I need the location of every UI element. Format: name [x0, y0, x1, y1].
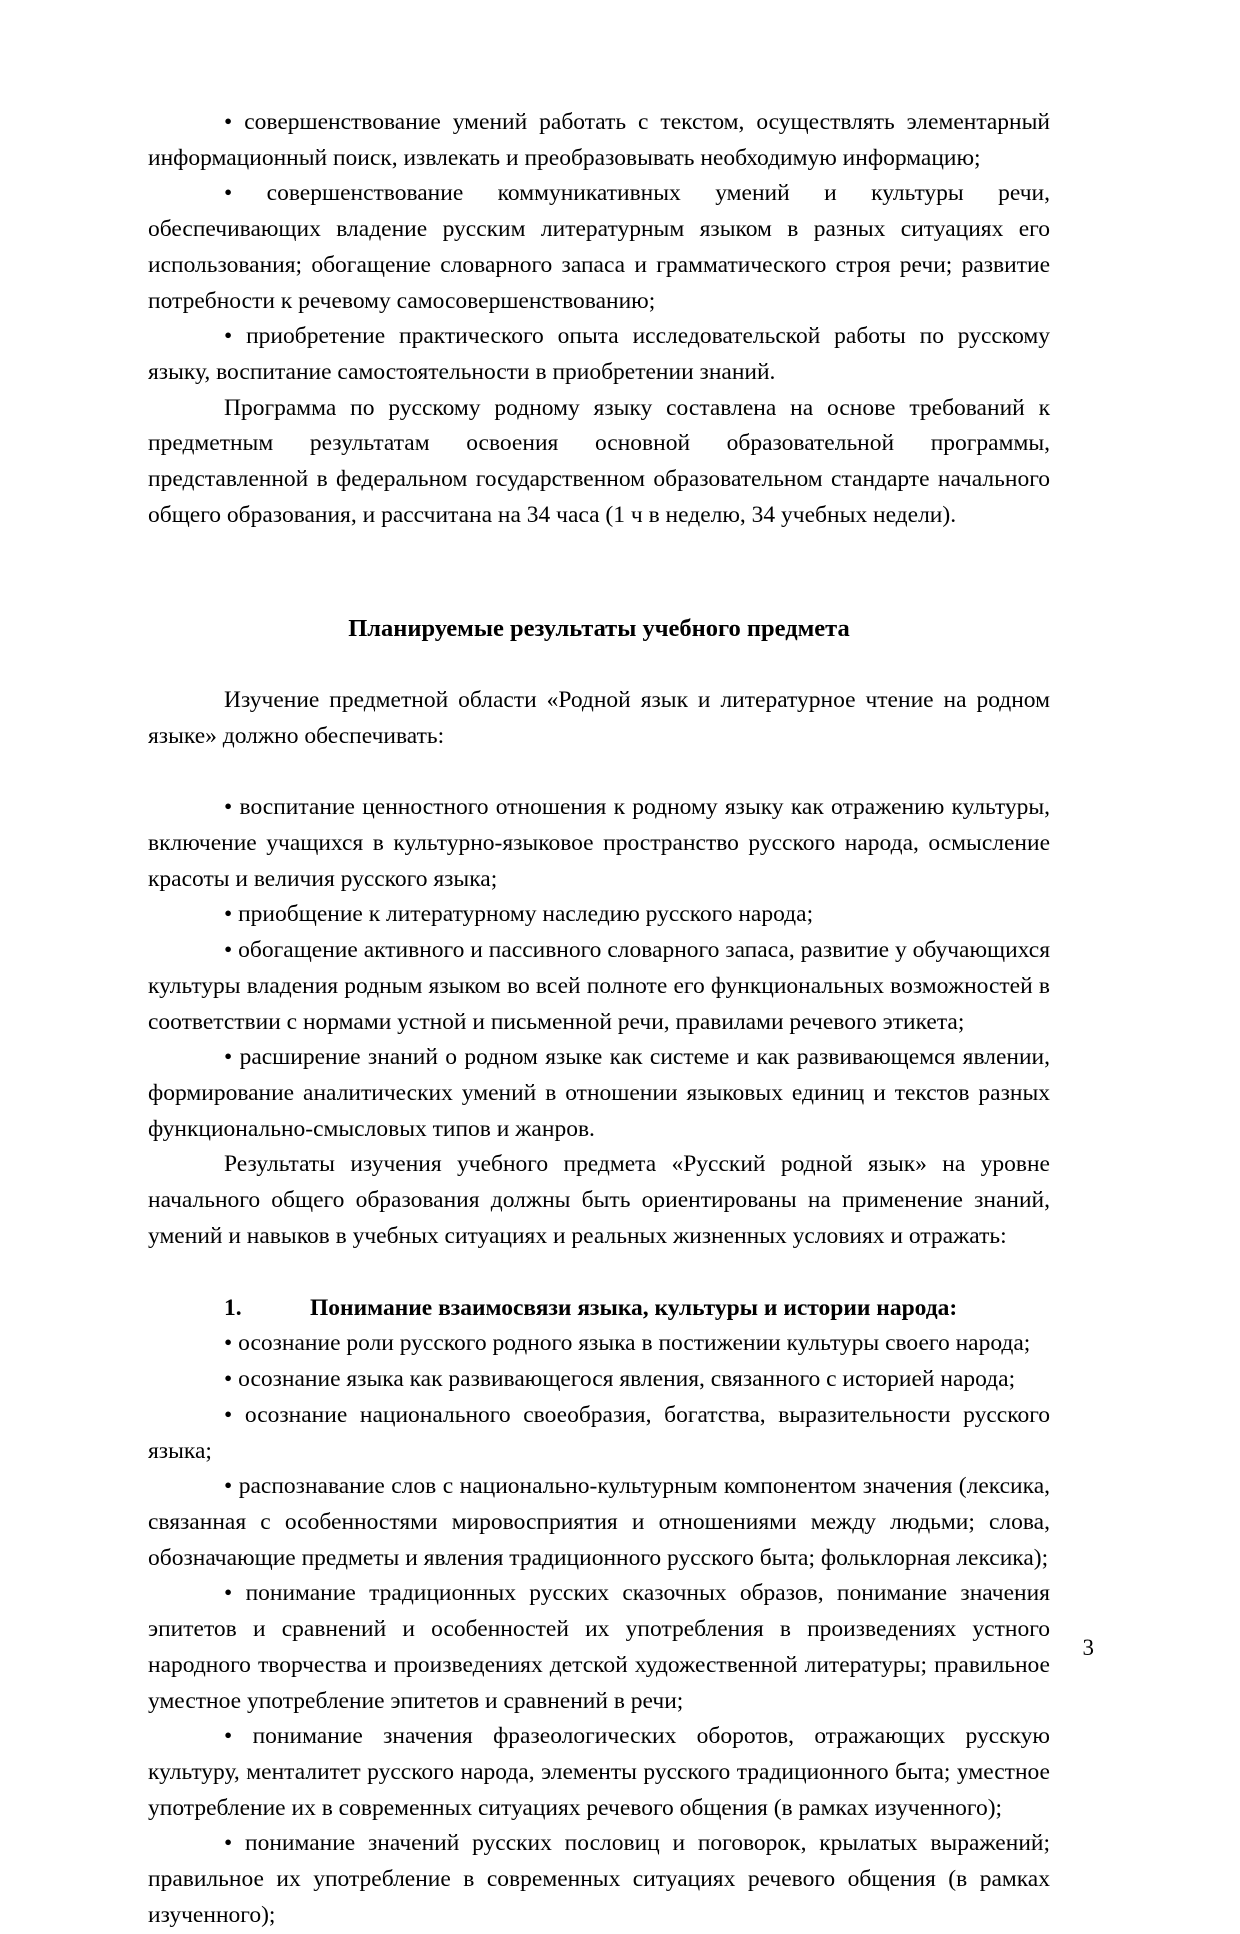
list-item [148, 105, 1050, 176]
program-paragraph: Программа по русскому родному языку составлена на основе требований к предметным результатам освоения основной образовательной программы, представленной в федеральном государственном образовательном стандарте начального общего образования, и рассчитана на 34 часа (1 ч в неделю, 34 учебных недели). [148, 394, 1050, 528]
spacer [148, 534, 1050, 588]
top-bullet-list [148, 105, 1050, 391]
list-item-text: совершенствование умений работать с текстом, осуществлять элементарный информационный поиск, извлекать и преобразовывать необходимую информацию; [148, 109, 1051, 171]
spacer [148, 647, 1050, 683]
list-item [148, 319, 1050, 390]
list-item-text: расширение знаний о родном языке как системе и как развивающемся явлении, формирование аналитических умений в отношении языковых единиц и текстов разных функционально-смысловых типов и жанров. [148, 1044, 1050, 1142]
bullet-icon: • [224, 109, 233, 135]
list-item [148, 1040, 1050, 1147]
bullet-icon: • [224, 1830, 233, 1857]
list-item-text: приобретение практического опыта исследовательской работы по русскому языку, воспитание самостоятельности в приобретении знаний. [148, 323, 1051, 386]
list-item-text: распознавание слов с национально-культурным компонентом значения (лексика, связанная с особенностями мировосприятия и отношениями между людьми; слова, обозначающие предметы и явления традиционного русского быта; фольклорная лексика); [148, 1473, 1050, 1571]
bullet-icon: • [224, 901, 233, 928]
list-item [148, 1576, 1050, 1719]
numbered-heading-number: 1. [224, 1294, 242, 1321]
bullet-icon: • [224, 794, 233, 821]
bullet-icon: • [224, 1473, 233, 1500]
list-item-text: обогащение активного и пассивного словарного запаса, развитие у обучающихся культуры владения родным языком во всей полноте его функциональных возможностей в соответствии с нормами устной и письменной речи, правилами речевого этикета; [148, 937, 1050, 1035]
section-heading: Планируемые результаты учебного предмета [348, 614, 850, 642]
bullet-icon: • [224, 1723, 233, 1750]
bullet-icon: • [224, 937, 233, 964]
list-item-text: понимание значения фразеологических оборотов, отражающих русскую культуру, менталитет русского народа, элементы русского традиционного быта; уместное употребление их в современных ситуациях речевого общения (в рамках изученного); [148, 1723, 1050, 1821]
numbered-heading [148, 1291, 1050, 1327]
page-number: 3 [1082, 1635, 1094, 1660]
list-item-text: приобщение к литературному наследию русского народа; [238, 901, 814, 928]
list-item [148, 790, 1050, 897]
list-item [148, 1469, 1050, 1576]
list-item [148, 176, 1050, 319]
intro-paragraph: Изучение предметной области «Родной язык и литературное чтение на родном языке» должно обеспечивать: [148, 686, 1050, 749]
bullet-icon: • [224, 323, 233, 350]
list-item-text: понимание значений русских пословиц и поговорок, крылатых выражений; правильное их употребление в современных ситуациях речевого общения (в рамках изученного); [148, 1830, 1050, 1928]
understanding-bullet-list [148, 1326, 1050, 1933]
list-item [148, 1326, 1050, 1362]
list-item-text: совершенствование коммуникативных умений и культуры речи, обеспечивающих владение русским литературным языком в разных ситуациях его использования; обогащение словарного запаса и грамматического строя речи; развитие потребности к речевому самосовершенствованию; [148, 180, 1050, 314]
list-item [148, 1826, 1050, 1933]
list-item-text: понимание традиционных русских сказочных образов, понимание значения эпитетов и сравнений и особенностей их употребления в произведениях устного народного творчества и произведениях детской художественной литературы; правильное уместное употребление эпитетов и сравнений в речи; [148, 1580, 1050, 1714]
bullet-icon: • [224, 180, 233, 207]
list-item-text: осознание языка как развивающегося явления, связанного с историей народа; [238, 1366, 1016, 1393]
list-item [148, 933, 1050, 1040]
results-paragraph: Результаты изучения учебного предмета «Русский родной язык» на уровне начального общего образования должны быть ориентированы на применение знаний, умений и навыков в учебных ситуациях и реальных жизненных условиях и отражать: [148, 1151, 1050, 1249]
document-body [148, 105, 1050, 1934]
numbered-heading-title: Понимание взаимосвязи языка, культуры и истории народа: [310, 1294, 958, 1321]
bullet-icon: • [224, 1366, 233, 1393]
bullet-icon: • [224, 1330, 233, 1357]
list-item [148, 1719, 1050, 1826]
list-item-text: воспитание ценностного отношения к родному языку как отражению культуры, включение учащихся в культурно-языковое пространство русского народа, осмысление красоты и величия русского языка; [148, 794, 1051, 892]
spacer [148, 1255, 1050, 1291]
list-item-text: осознание роли русского родного языка в постижении культуры своего народа; [238, 1330, 1031, 1357]
list-item [148, 1362, 1050, 1398]
bullet-icon: • [224, 1044, 233, 1071]
list-item-text: осознание национального своеобразия, богатства, выразительности русского языка; [148, 1401, 1051, 1464]
bullet-icon: • [224, 1401, 233, 1428]
bullet-icon: • [224, 1580, 233, 1607]
list-item [148, 1398, 1050, 1469]
spacer [148, 754, 1050, 790]
spacer [148, 588, 1050, 610]
area-bullet-list [148, 790, 1050, 1147]
list-item [148, 897, 1050, 933]
